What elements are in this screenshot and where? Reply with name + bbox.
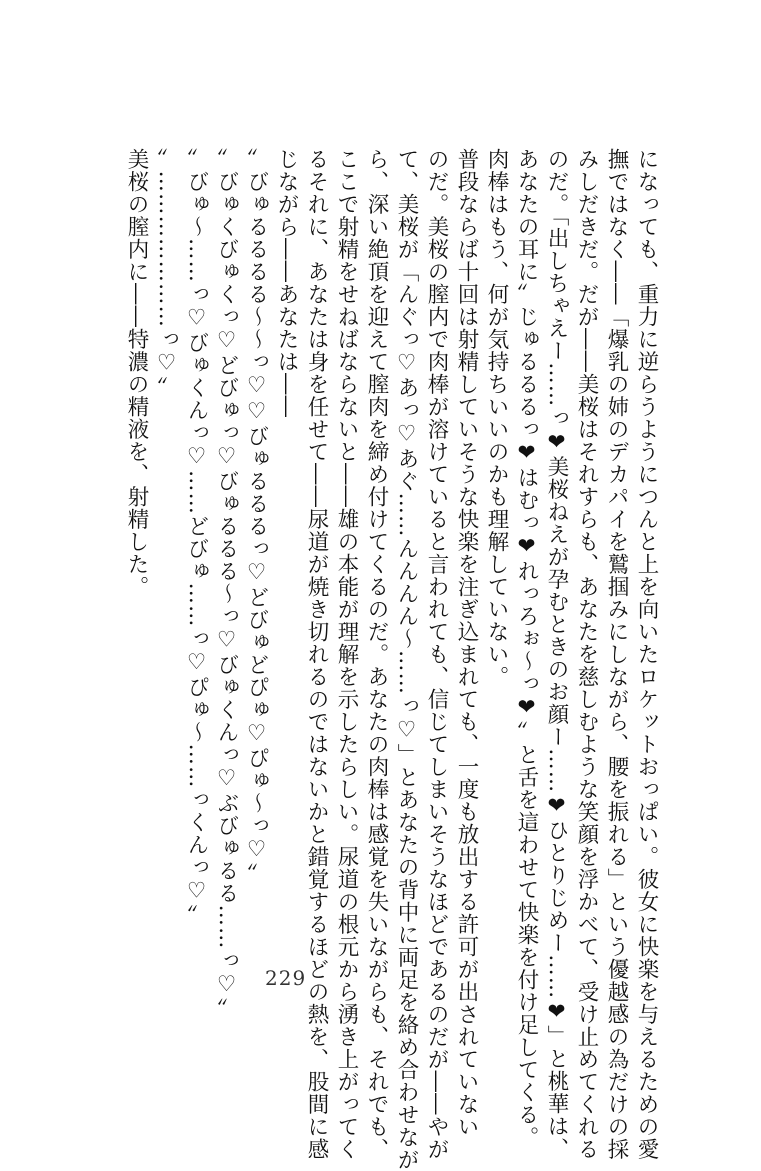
text-line: 普段ならば十回は射精していそうな快楽を注ぎ込まれても、一度も放出する許可が出されていない (454, 148, 479, 1138)
text-line: ら、深い絶頂を迎えて膣肉を締め付けてくるのだ。あなたの肉棒は感覚を失いながらも、それでも、 (364, 148, 389, 1161)
page-number: 229 (265, 966, 307, 990)
text-line: 〞びゅ～……っ♡びゅくんっ♡……どびゅ……っ♡ぴゅ～……っくんっ♡〟 (184, 148, 209, 927)
text-line: 〞…………………っ♡〟 (154, 148, 179, 399)
text-line: になっても、重力に逆らうようにつんと上を向いたロケットおっぱい。彼女に快楽を与えるための愛 (634, 148, 659, 1161)
text-line: あなたの耳に〞じゅるるるっ❤はむっ❤れっろぉ～っ❤〟と舌を這わせて快楽を付け足してくる。 (514, 148, 539, 1149)
text-line: 〞びゅるるるる～～っ♡♡びゅるるるっ♡どびゅどぴゅ♡ぴゅ～っ♡〟 (244, 148, 269, 886)
body-text (121, 148, 661, 1171)
text-line: るそれに、あなたは身を任せて――尿道が焼き切れるのではないかと錯覚するほどの熱を、股間に感 (304, 148, 329, 1161)
text-line: 美桜の膣内に――特濃の精液を、射精した。 (124, 148, 149, 598)
text-line: 〞びゅくびゅくっ♡どびゅっ♡びゅるるる～っ♡びゅくんっ♡ぶびゅるる……っ♡〟 (214, 148, 239, 1021)
text-line: 撫ではなく――「爆乳の姉のデカパイを鷲掴みにしながら、腰を振れる」という優越感の為だけの採 (604, 148, 629, 1161)
text-line: じながら――あなたは―― (274, 148, 299, 418)
text-line: みしだきだ。だが――美桜はそれすらも、あなたを慈しむような笑顔を浮かべて、受け止めてくれる (574, 148, 599, 1161)
text-line: て、美桜が「んぐっ♡あっ♡あぐ……んんんん～……っ♡」とあなたの背中に両足を絡め合わせなが (394, 148, 419, 1171)
text-line: のだ。美桜の膣内で肉棒が溶けていると言われても、信じてしまいそうなほどであるのだが――やが (424, 148, 449, 1161)
text-line: のだ。「出しちゃえー……っ❤美桜ねえが孕むときのお顔ー……❤ひとりじめー……❤」と桃華は、 (544, 148, 569, 1161)
text-line: 肉棒はもう、何が気持ちいいのかも理解していない。 (484, 148, 509, 688)
text-line: ここで射精をせねばならないと――雄の本能が理解を示したらしい。尿道の根元から湧き上がってく (334, 148, 359, 1161)
